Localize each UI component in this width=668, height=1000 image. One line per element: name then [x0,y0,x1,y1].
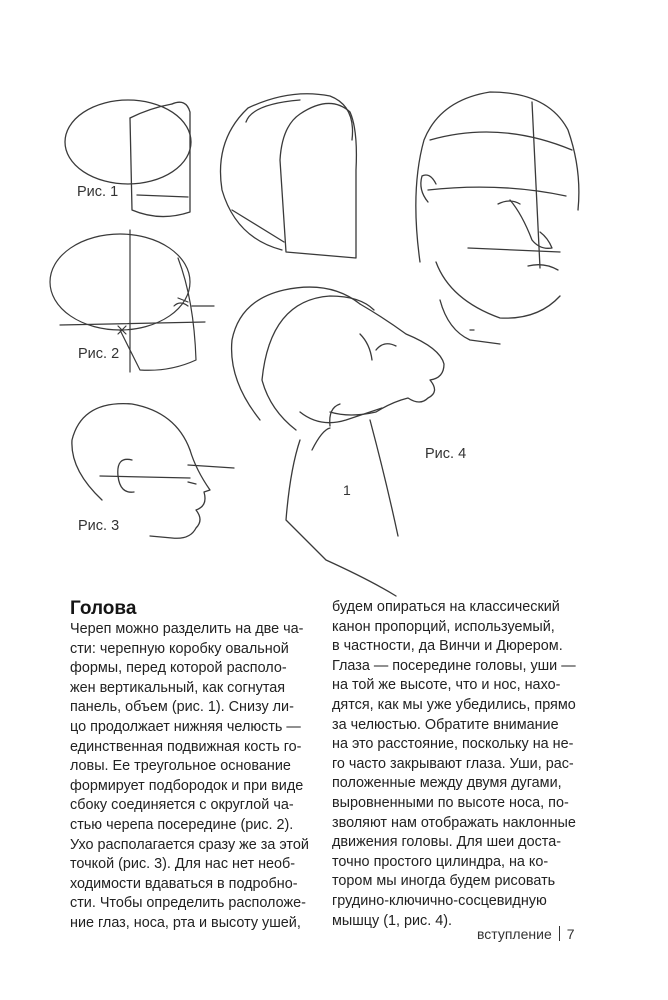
paragraph-line: движения головы. Для шеи доста- [332,834,561,851]
paragraph-line: жен вертикальный, как согнутая [70,679,286,696]
paragraph-line: Ухо располагается сразу же за этой [70,836,309,853]
paragraph-line: грудино-ключично-сосцевидную [332,892,547,909]
paragraph-line: выровненными по высоте носа, по- [332,794,569,811]
paragraph-line: дятся, как мы уже убедились, прямо [332,696,576,713]
paragraph-line: за челюстью. Обратите внимание [332,716,559,733]
page-footer [477,926,575,942]
paragraph-line: панель, объем (рис. 1). Снизу ли- [70,699,294,716]
figure-1-caption: Рис. 1 [77,184,119,200]
figure-3-caption: Рис. 3 [78,518,120,534]
section-heading: Голова [70,598,137,619]
footer-divider [559,926,560,941]
figure-4-caption: Рис. 4 [425,446,467,462]
paragraph-line: сти. Чтобы определить расположе- [70,895,306,912]
paragraph-line: положенные между двумя дугами, [332,775,562,792]
figure-1b-drawing [220,94,356,258]
paragraph-line: го часто закрывают глаза. Уши, рас- [332,755,574,772]
paragraph-line: канон пропорций, используемый, [332,618,555,635]
paragraph-line: в частности, да Винчи и Дюрером. [332,638,563,655]
paragraph-line: точно простого цилиндра, на ко- [332,853,549,870]
paragraph-line: на это расстояние, поскольку на не- [332,736,574,753]
figure-2-caption: Рис. 2 [78,346,120,362]
paragraph-line: сбоку соединяется с округлой ча- [70,797,294,814]
paragraph-line: формы, перед которой располо- [70,660,287,677]
paragraph-line: Глаза — посередине головы, уши — [332,657,576,674]
paragraph-line: сти: черепную коробку овальной [70,640,289,657]
paragraph-line: мышцу (1, рис. 4). [332,912,453,929]
page-number: 7 [566,926,575,942]
paragraph-line: тором мы иногда будем рисовать [332,873,556,890]
paragraph-line: цо продолжает нижняя челюсть — [70,718,301,735]
paragraph-line: на той же высоте, что и нос, нахо- [332,677,561,694]
paragraph-line: ние глаз, носа, рта и высоту ушей, [70,914,301,931]
text-column-right [332,598,576,931]
figure-2-drawing [50,230,214,372]
figure-4-marker: 1 [343,482,351,498]
footer-section-name: вступление [477,926,552,942]
paragraph-line: ловы. Ее треугольное основание [70,758,291,775]
paragraph-line: Череп можно разделить на две ча- [70,621,304,637]
text-column-left [70,598,310,934]
paragraph-line: будем опираться на классический [332,599,560,615]
paragraph-line: зволяют нам отображать наклонные [332,814,576,831]
figure-4-drawing [232,287,444,596]
paragraph-line: формирует подбородок и при виде [70,777,304,794]
paragraph-line: точкой (рис. 3). Для нас нет необ- [70,856,296,873]
paragraph-line: единственная подвижная кость го- [70,738,302,755]
paragraph-line: стью черепа посередине (рис. 2). [70,816,294,833]
male-head-drawing [416,92,579,344]
paragraph-line: ходимости вдаваться в подробно- [70,875,298,892]
